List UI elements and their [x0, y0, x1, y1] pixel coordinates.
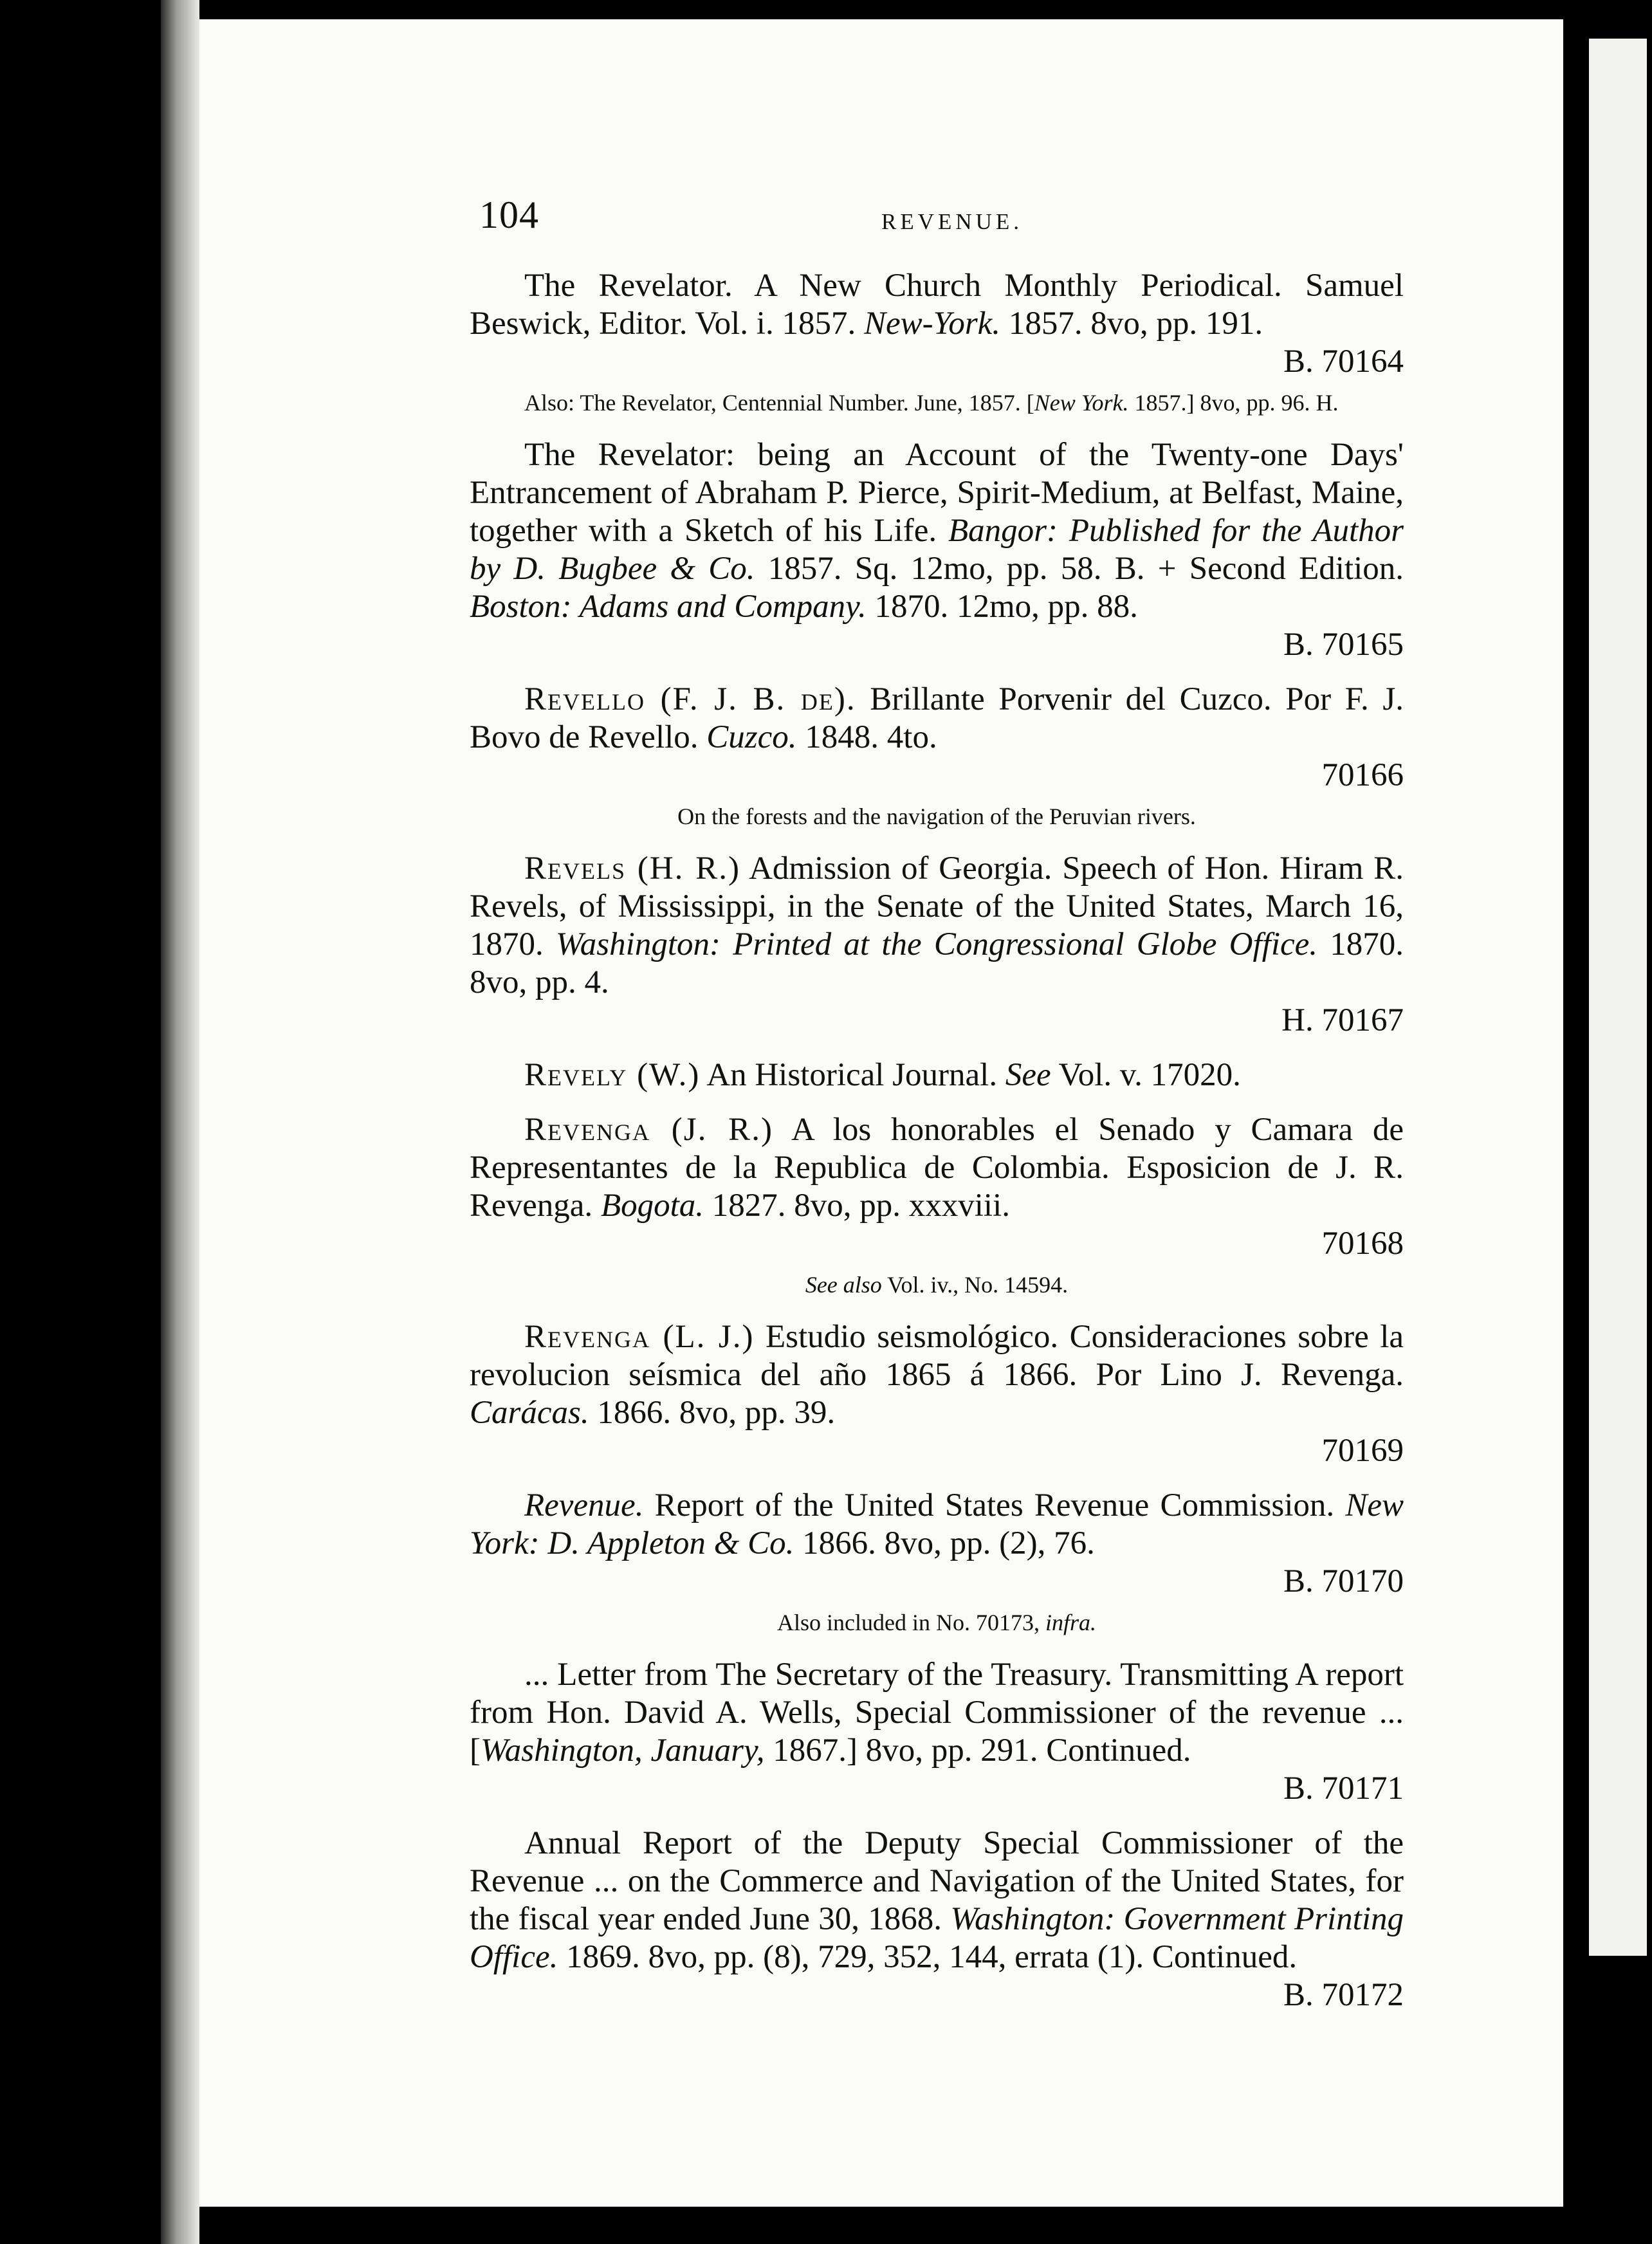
entry-70171: ... Letter from The Secretary of the Treasury. Transmitting A report from Hon. David A. Wells, Special Commissioner of the revenue ... [Washington, January, 1867.] 8vo, pp. 291. Continued. B. 70171	[470, 1657, 1404, 1807]
entry-heading: Revels (H. R.)	[524, 851, 741, 887]
entry-ref: 70166	[1321, 757, 1404, 793]
entry-heading: Revello (F. J. B. de).	[524, 681, 856, 717]
entry-ref: B. 70165	[1283, 627, 1404, 663]
entry-heading: Revenga (J. R.)	[524, 1112, 773, 1148]
entry-note: Also included in No. 70173, infra.	[777, 1610, 1096, 1635]
facing-page-edge	[1589, 39, 1647, 1956]
entry-70165: The Revelator: being an Account of the Twenty-one Days' Entrancement of Abraham P. Pierce, Spirit-Medium, at Belfast, Maine, together with a Sketch of his Life. Bangor: Published for the Author by D. Bugbee & Co. 1857. Sq. 12mo, pp. 58. B. + Second Edition. Boston: Adams and Company. 1870. 12mo, pp. 88. B. 70165	[470, 437, 1404, 663]
entry-note: On the forests and the navigation of the Peruvian rivers.	[677, 804, 1196, 829]
entry-heading: Revenga (L. J.)	[524, 1319, 755, 1355]
entry-ref: 70169	[1321, 1433, 1404, 1469]
entry-revely: Revely (W.) An Historical Journal. See Vol. v. 17020.	[524, 1057, 1241, 1093]
entry-note: See also Vol. iv., No. 14594.	[805, 1272, 1069, 1298]
entry-heading: Revely (W.)	[524, 1057, 701, 1093]
page-fold	[1563, 0, 1589, 2244]
entry-70168: Revenga (J. R.) A los honorables el Senado y Camara de Representantes de la Republica de Colombia. Esposicion de J. R. Revenga. Bogota. 1827. 8vo, pp. xxxviii. 70168	[470, 1112, 1404, 1262]
entry-ref: B. 70171	[1283, 1770, 1404, 1807]
page-number: 104	[479, 194, 539, 236]
entry-70172: Annual Report of the Deputy Special Commissioner of the Revenue ... on the Commerce and Navigation of the United States, for the fiscal year ended June 30, 1868. Washington: Government Printing Office. 1869. 8vo, pp. (8), 729, 352, 144, errata (1). Continued. B. 70172	[470, 1825, 1404, 2013]
entry-ref: B. 70170	[1283, 1563, 1404, 1599]
entry-heading: Revenue.	[524, 1487, 644, 1523]
binding-gutter	[161, 0, 199, 2244]
entry-70170: Revenue. Report of the United States Revenue Commission. New York: D. Appleton & Co. 1866. 8vo, pp. (2), 76. B. 70170	[470, 1487, 1404, 1599]
entry-ref: 70168	[1321, 1226, 1404, 1262]
entry-70167: Revels (H. R.) Admission of Georgia. Speech of Hon. Hiram R. Revels, of Mississippi, in the Senate of the United States, March 16, 1870. Washington: Printed at the Congressional Globe Office. 1870. 8vo, pp. 4. H. 70167	[470, 851, 1404, 1038]
running-title: REVENUE.	[881, 209, 1023, 234]
entry-ref: B. 70164	[1283, 344, 1404, 380]
entry-70169: Revenga (L. J.) Estudio seismológico. Consideraciones sobre la revolucion seísmica del año 1865 á 1866. Por Lino J. Revenga. Carácas. 1866. 8vo, pp. 39. 70169	[470, 1319, 1404, 1469]
entry-70166: Revello (F. J. B. de). Brillante Porvenir del Cuzco. Por F. J. Bovo de Revello. Cuzco. 1848. 4to. 70166	[470, 681, 1404, 793]
entry-ref: H. 70167	[1281, 1002, 1404, 1038]
catalogue-text	[470, 267, 1404, 2031]
entry-70164: The Revelator. A New Church Monthly Periodical. Samuel Beswick, Editor. Vol. i. 1857. New-York. 1857. 8vo, pp. 191. B. 70164	[470, 268, 1404, 380]
entry-note: Also: The Revelator, Centennial Number. June, 1857. [New York. 1857.] 8vo, pp. 96. H.	[524, 390, 1339, 416]
entry-ref: B. 70172	[1283, 1977, 1404, 2013]
